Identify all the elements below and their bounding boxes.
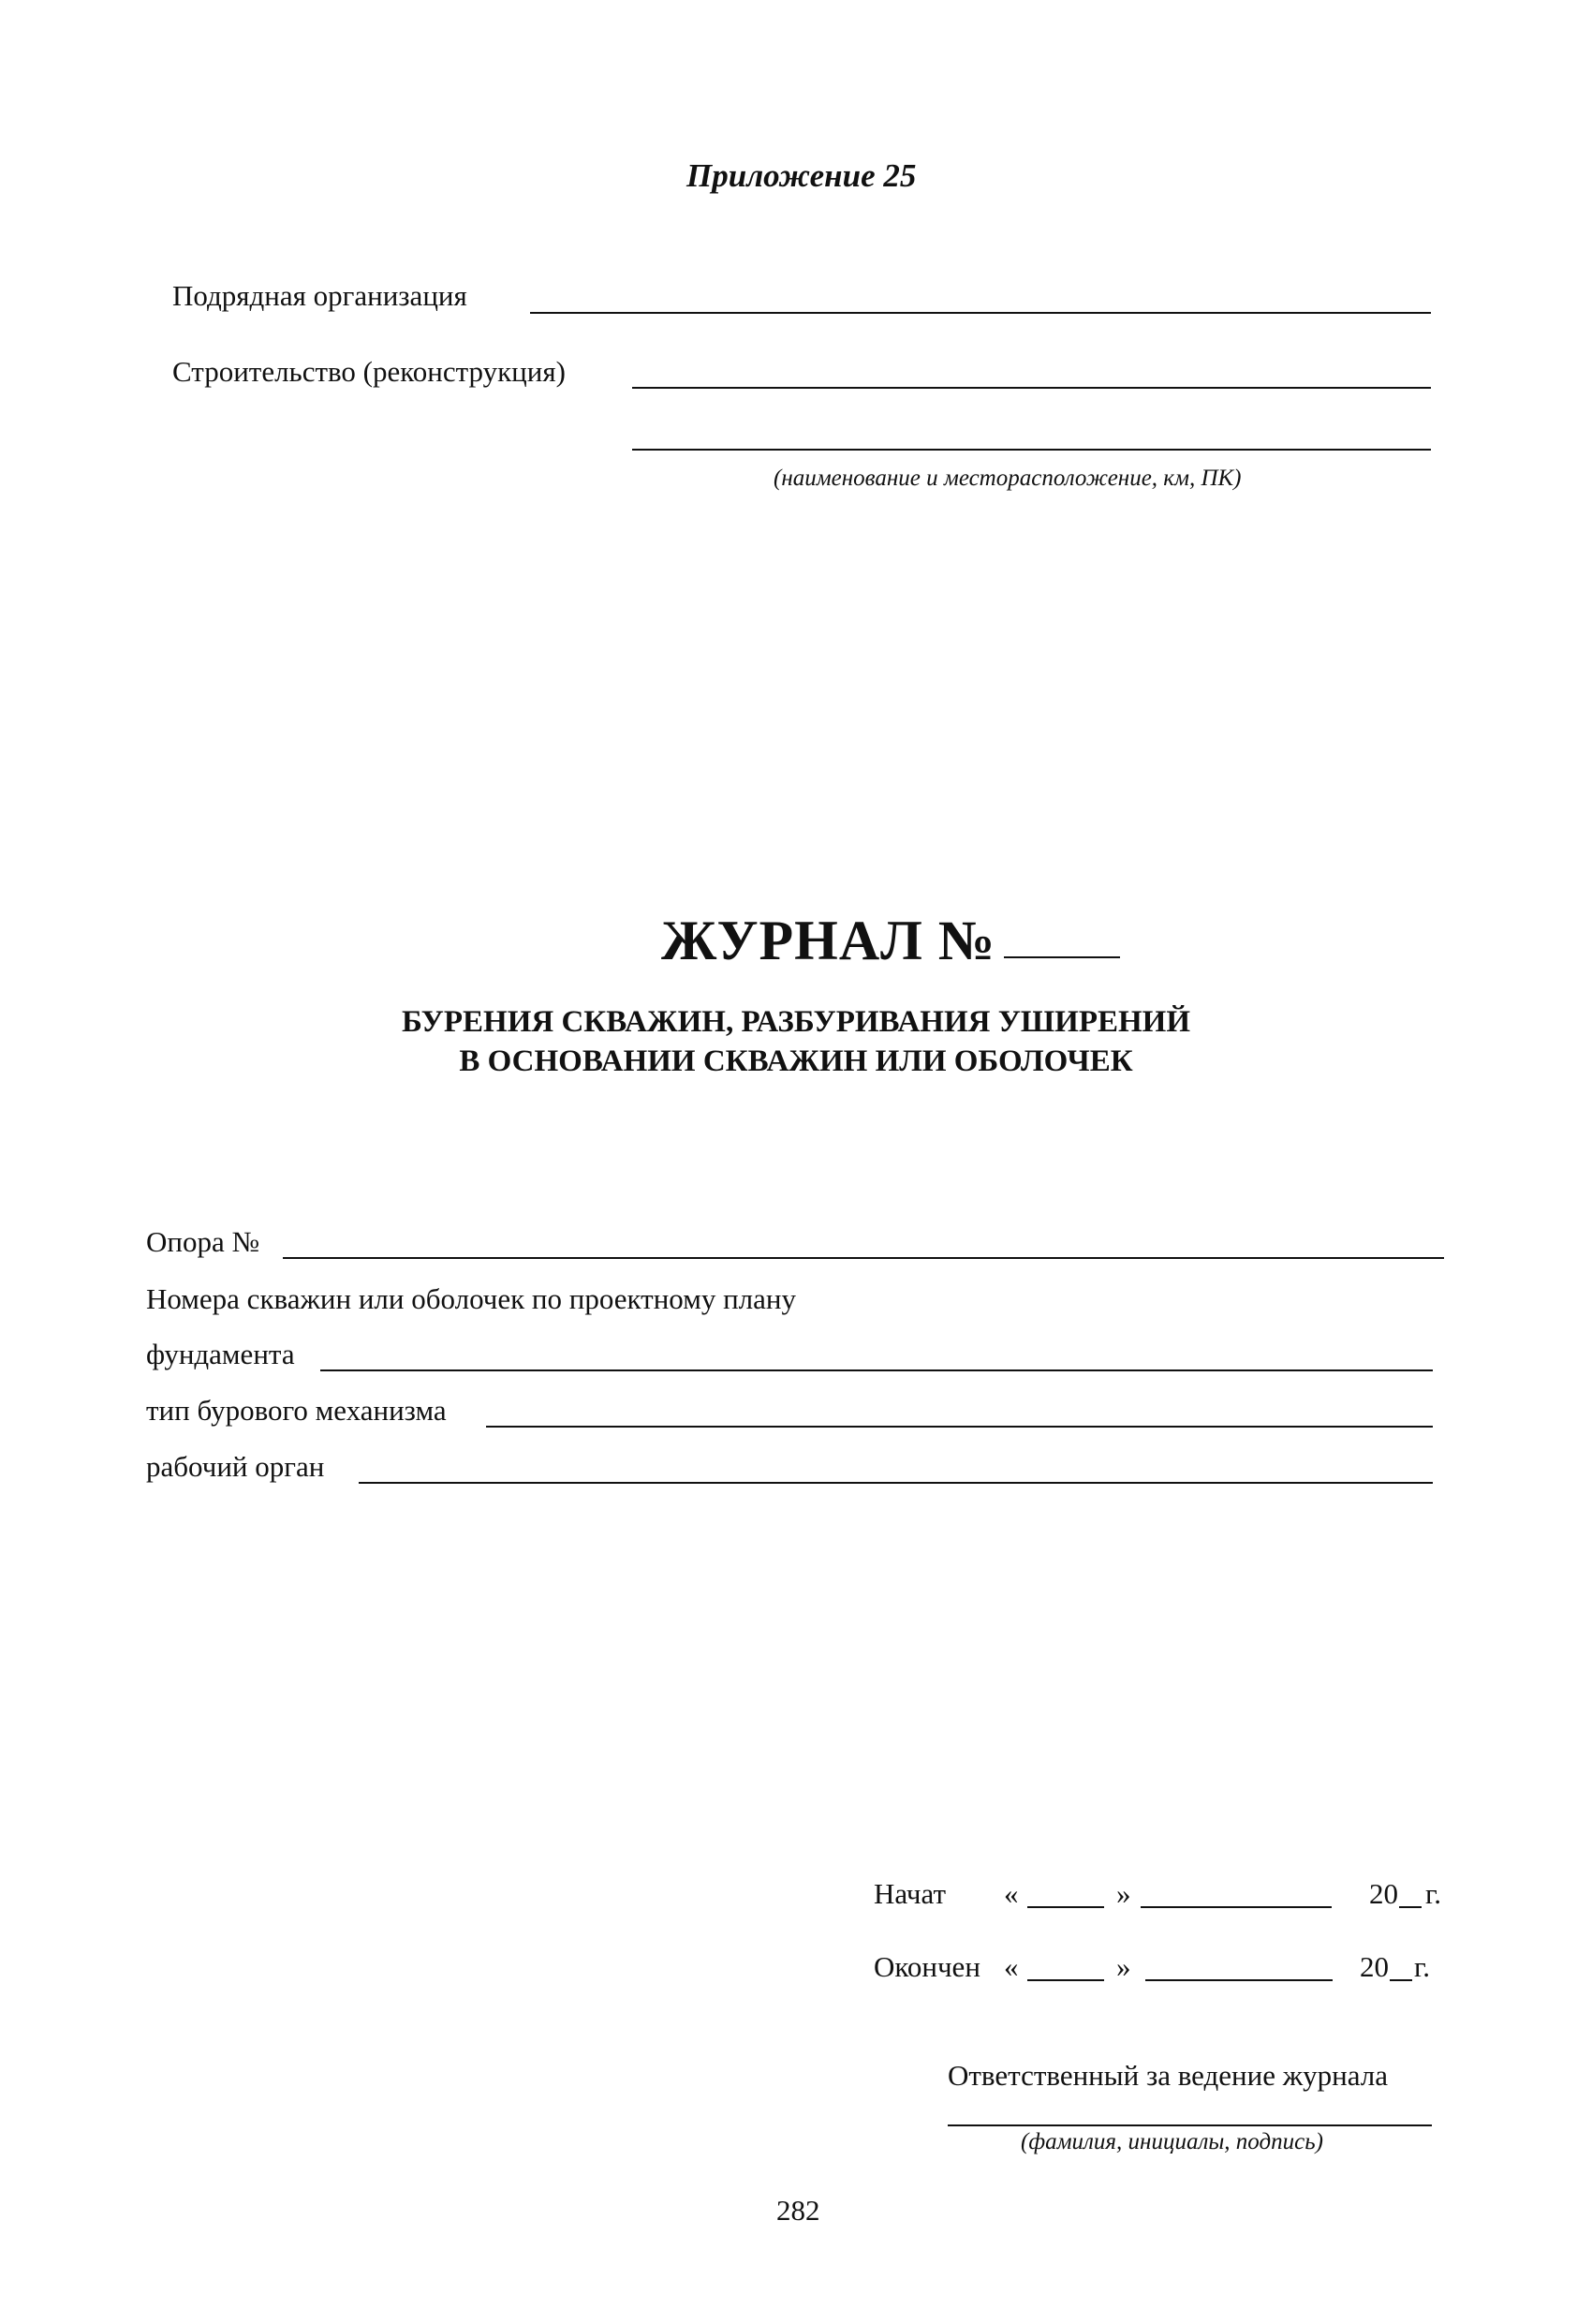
support-field[interactable] bbox=[283, 1257, 1444, 1259]
finished-year-field[interactable] bbox=[1390, 1979, 1412, 1981]
finished-year-suffix: г. bbox=[1414, 1950, 1430, 1983]
finished-label: Окончен bbox=[874, 1950, 980, 1983]
responsible-label: Ответственный за ведение журнала bbox=[948, 2059, 1388, 2092]
foundation-field[interactable] bbox=[320, 1369, 1433, 1371]
journal-subtitle-line2: В ОСНОВАНИИ СКВАЖИН ИЛИ ОБОЛОЧЕК bbox=[459, 1044, 1133, 1078]
started-year-prefix: 20 bbox=[1369, 1877, 1398, 1910]
drill-type-label: тип бурового механизма bbox=[146, 1394, 447, 1427]
construction-label: Строительство (реконструкция) bbox=[172, 355, 566, 388]
construction-field[interactable] bbox=[632, 387, 1431, 389]
page-number: 282 bbox=[776, 2194, 820, 2227]
finished-month-field[interactable] bbox=[1145, 1979, 1333, 1981]
working-body-field[interactable] bbox=[359, 1482, 1433, 1484]
wells-label: Номера скважин или оболочек по проектному плану bbox=[146, 1282, 796, 1315]
working-body-label: рабочий орган bbox=[146, 1450, 325, 1483]
contractor-field[interactable] bbox=[530, 312, 1431, 314]
construction-field-second-line[interactable] bbox=[632, 449, 1431, 451]
journal-number-field[interactable] bbox=[1004, 956, 1120, 958]
journal-subtitle-line1: БУРЕНИЯ СКВАЖИН, РАЗБУРИВАНИЯ УШИРЕНИЙ bbox=[402, 1005, 1190, 1039]
started-month-field[interactable] bbox=[1141, 1906, 1332, 1908]
contractor-label: Подрядная организация bbox=[172, 279, 467, 312]
responsible-signature-field[interactable] bbox=[948, 2124, 1432, 2126]
finished-day-field[interactable] bbox=[1027, 1979, 1104, 1981]
finished-close-quote: » bbox=[1116, 1950, 1131, 1983]
construction-caption: (наименование и месторасположение, км, ПК) bbox=[774, 466, 1242, 491]
journal-title: ЖУРНАЛ № bbox=[661, 910, 996, 971]
foundation-label: фундамента bbox=[146, 1338, 295, 1370]
finished-year-prefix: 20 bbox=[1360, 1950, 1389, 1983]
started-label: Начат bbox=[874, 1877, 947, 1910]
drill-type-field[interactable] bbox=[486, 1426, 1433, 1428]
started-day-field[interactable] bbox=[1027, 1906, 1104, 1908]
started-open-quote: « bbox=[1004, 1877, 1019, 1910]
responsible-caption: (фамилия, инициалы, подпись) bbox=[1021, 2129, 1323, 2154]
support-label: Опора № bbox=[146, 1225, 260, 1258]
started-close-quote: » bbox=[1116, 1877, 1131, 1910]
started-year-suffix: г. bbox=[1425, 1877, 1441, 1910]
appendix-heading: Приложение 25 bbox=[686, 157, 917, 194]
started-year-field[interactable] bbox=[1399, 1906, 1422, 1908]
finished-open-quote: « bbox=[1004, 1950, 1019, 1983]
